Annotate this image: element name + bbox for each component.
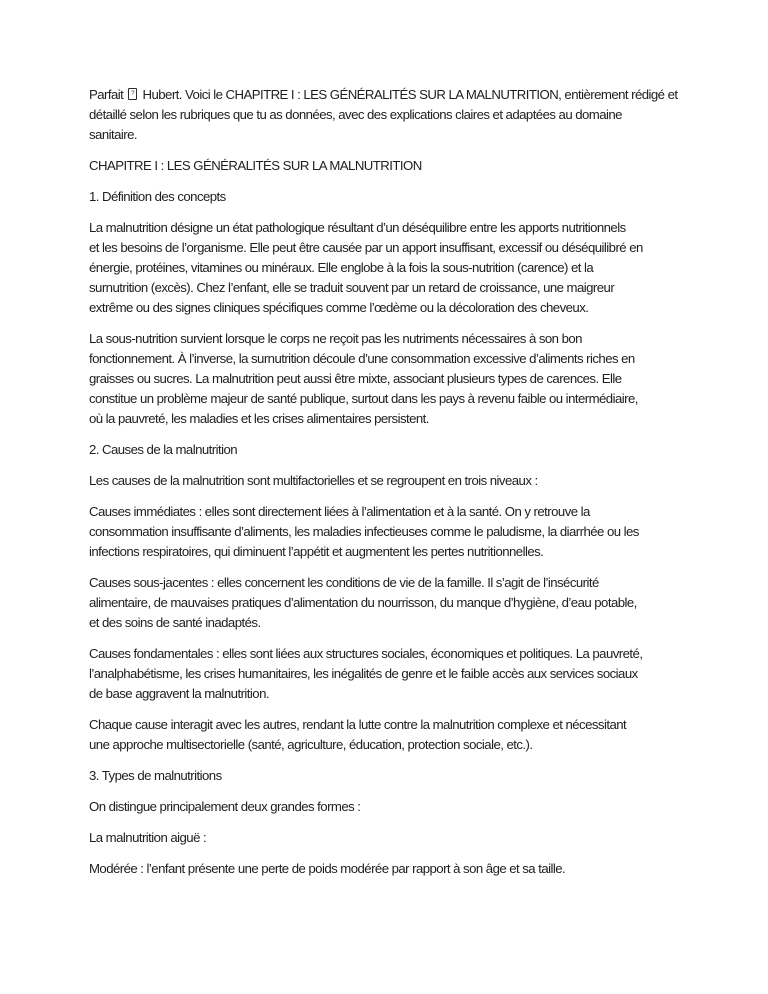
text-line: Causes sous-jacentes : elles concernent les conditions de vie de la famille. Il s’agit de l’insécurité	[89, 575, 599, 590]
text-line: CHAPITRE I : LES GÉNÉRALITÉS SUR LA MALNUTRITION	[89, 158, 422, 173]
text-line: détaillé selon les rubriques que tu as données, avec des explications claires et adaptées au domaine	[89, 107, 622, 122]
text-line: l’analphabétisme, les crises humanitaires, les inégalités de genre et le faible accès aux services sociaux	[89, 666, 638, 681]
text-line: extrême ou des signes cliniques spécifiques comme l’œdème ou la décoloration des cheveux.	[89, 300, 589, 315]
text-line: où la pauvreté, les maladies et les crises alimentaires persistent.	[89, 411, 429, 426]
text-line: 1. Définition des concepts	[89, 189, 226, 204]
text-line: Parfait ? Hubert. Voici le CHAPITRE I : LES GÉNÉRALITÉS SUR LA MALNUTRITION, entièrement rédigé et	[89, 87, 678, 102]
text-line: une approche multisectorielle (santé, agriculture, éducation, protection sociale, etc.).	[89, 737, 533, 752]
text-line: et les besoins de l’organisme. Elle peut être causée par un apport insuffisant, excessif ou déséquilibré en	[89, 240, 643, 255]
text-line: sanitaire.	[89, 127, 138, 142]
types-intro	[89, 797, 689, 817]
text-line: alimentaire, de mauvaises pratiques d’alimentation du nourrisson, du manque d’hygiène, d’eau potable,	[89, 595, 637, 610]
chapter-title	[89, 156, 689, 176]
text-line: consommation insuffisante d’aliments, les maladies infectieuses comme le paludisme, la diarrhée ou les	[89, 524, 639, 539]
text-line: On distingue principalement deux grandes formes :	[89, 799, 361, 814]
text-line: surnutrition (excès). Chez l’enfant, elle se traduit souvent par un retard de croissance, une maigreur	[89, 280, 615, 295]
text-line: Les causes de la malnutrition sont multifactorielles et se regroupent en trois niveaux :	[89, 473, 538, 488]
definition-paragraph-1	[89, 218, 689, 318]
text-line: fonctionnement. À l’inverse, la surnutrition découle d’une consommation excessive d’aliments riches en	[89, 351, 635, 366]
text-line: énergie, protéines, vitamines ou minéraux. Elle englobe à la fois la sous-nutrition (carence) et la	[89, 260, 594, 275]
text-line: 3. Types de malnutritions	[89, 768, 222, 783]
text-line: La malnutrition aiguë :	[89, 830, 207, 845]
text-line: et des soins de santé inadaptés.	[89, 615, 261, 630]
intro-paragraph	[89, 85, 689, 145]
document-text-body	[89, 85, 689, 890]
text-line: 2. Causes de la malnutrition	[89, 442, 238, 457]
text-line: de base aggravent la malnutrition.	[89, 686, 269, 701]
section-3-heading	[89, 766, 689, 786]
text-line: Causes fondamentales : elles sont liées aux structures sociales, économiques et politiques. La pauvreté,	[89, 646, 643, 661]
causes-fondamentales-paragraph	[89, 644, 689, 704]
text-line: Modérée : l’enfant présente une perte de poids modérée par rapport à son âge et sa taille.	[89, 861, 566, 876]
section-1-heading	[89, 187, 689, 207]
causes-conclusion-paragraph	[89, 715, 689, 755]
acute-malnutrition-heading	[89, 828, 689, 848]
text-line: Chaque cause interagit avec les autres, rendant la lutte contre la malnutrition complexe et nécessitant	[89, 717, 627, 732]
causes-sous-jacentes-paragraph	[89, 573, 689, 633]
text-line: infections respiratoires, qui diminuent l’appétit et augmentent les pertes nutritionnelles.	[89, 544, 544, 559]
text-line: Causes immédiates : elles sont directement liées à l’alimentation et à la santé. On y retrouve la	[89, 504, 590, 519]
moderate-malnutrition-paragraph	[89, 859, 689, 879]
causes-intro	[89, 471, 689, 491]
text-line: constitue un problème majeur de santé publique, surtout dans les pays à revenu faible ou intermédiaire,	[89, 391, 638, 406]
causes-immediates-paragraph	[89, 502, 689, 562]
missing-emoji-glyph-icon: ?	[128, 88, 137, 100]
section-2-heading	[89, 440, 689, 460]
definition-paragraph-2	[89, 329, 689, 429]
text-line: La sous-nutrition survient lorsque le corps ne reçoit pas les nutriments nécessaires à son bon	[89, 331, 582, 346]
text-line: graisses ou sucres. La malnutrition peut aussi être mixte, associant plusieurs types de carences. Elle	[89, 371, 622, 386]
text-line: La malnutrition désigne un état pathologique résultant d’un déséquilibre entre les apports nutritionnels	[89, 220, 626, 235]
